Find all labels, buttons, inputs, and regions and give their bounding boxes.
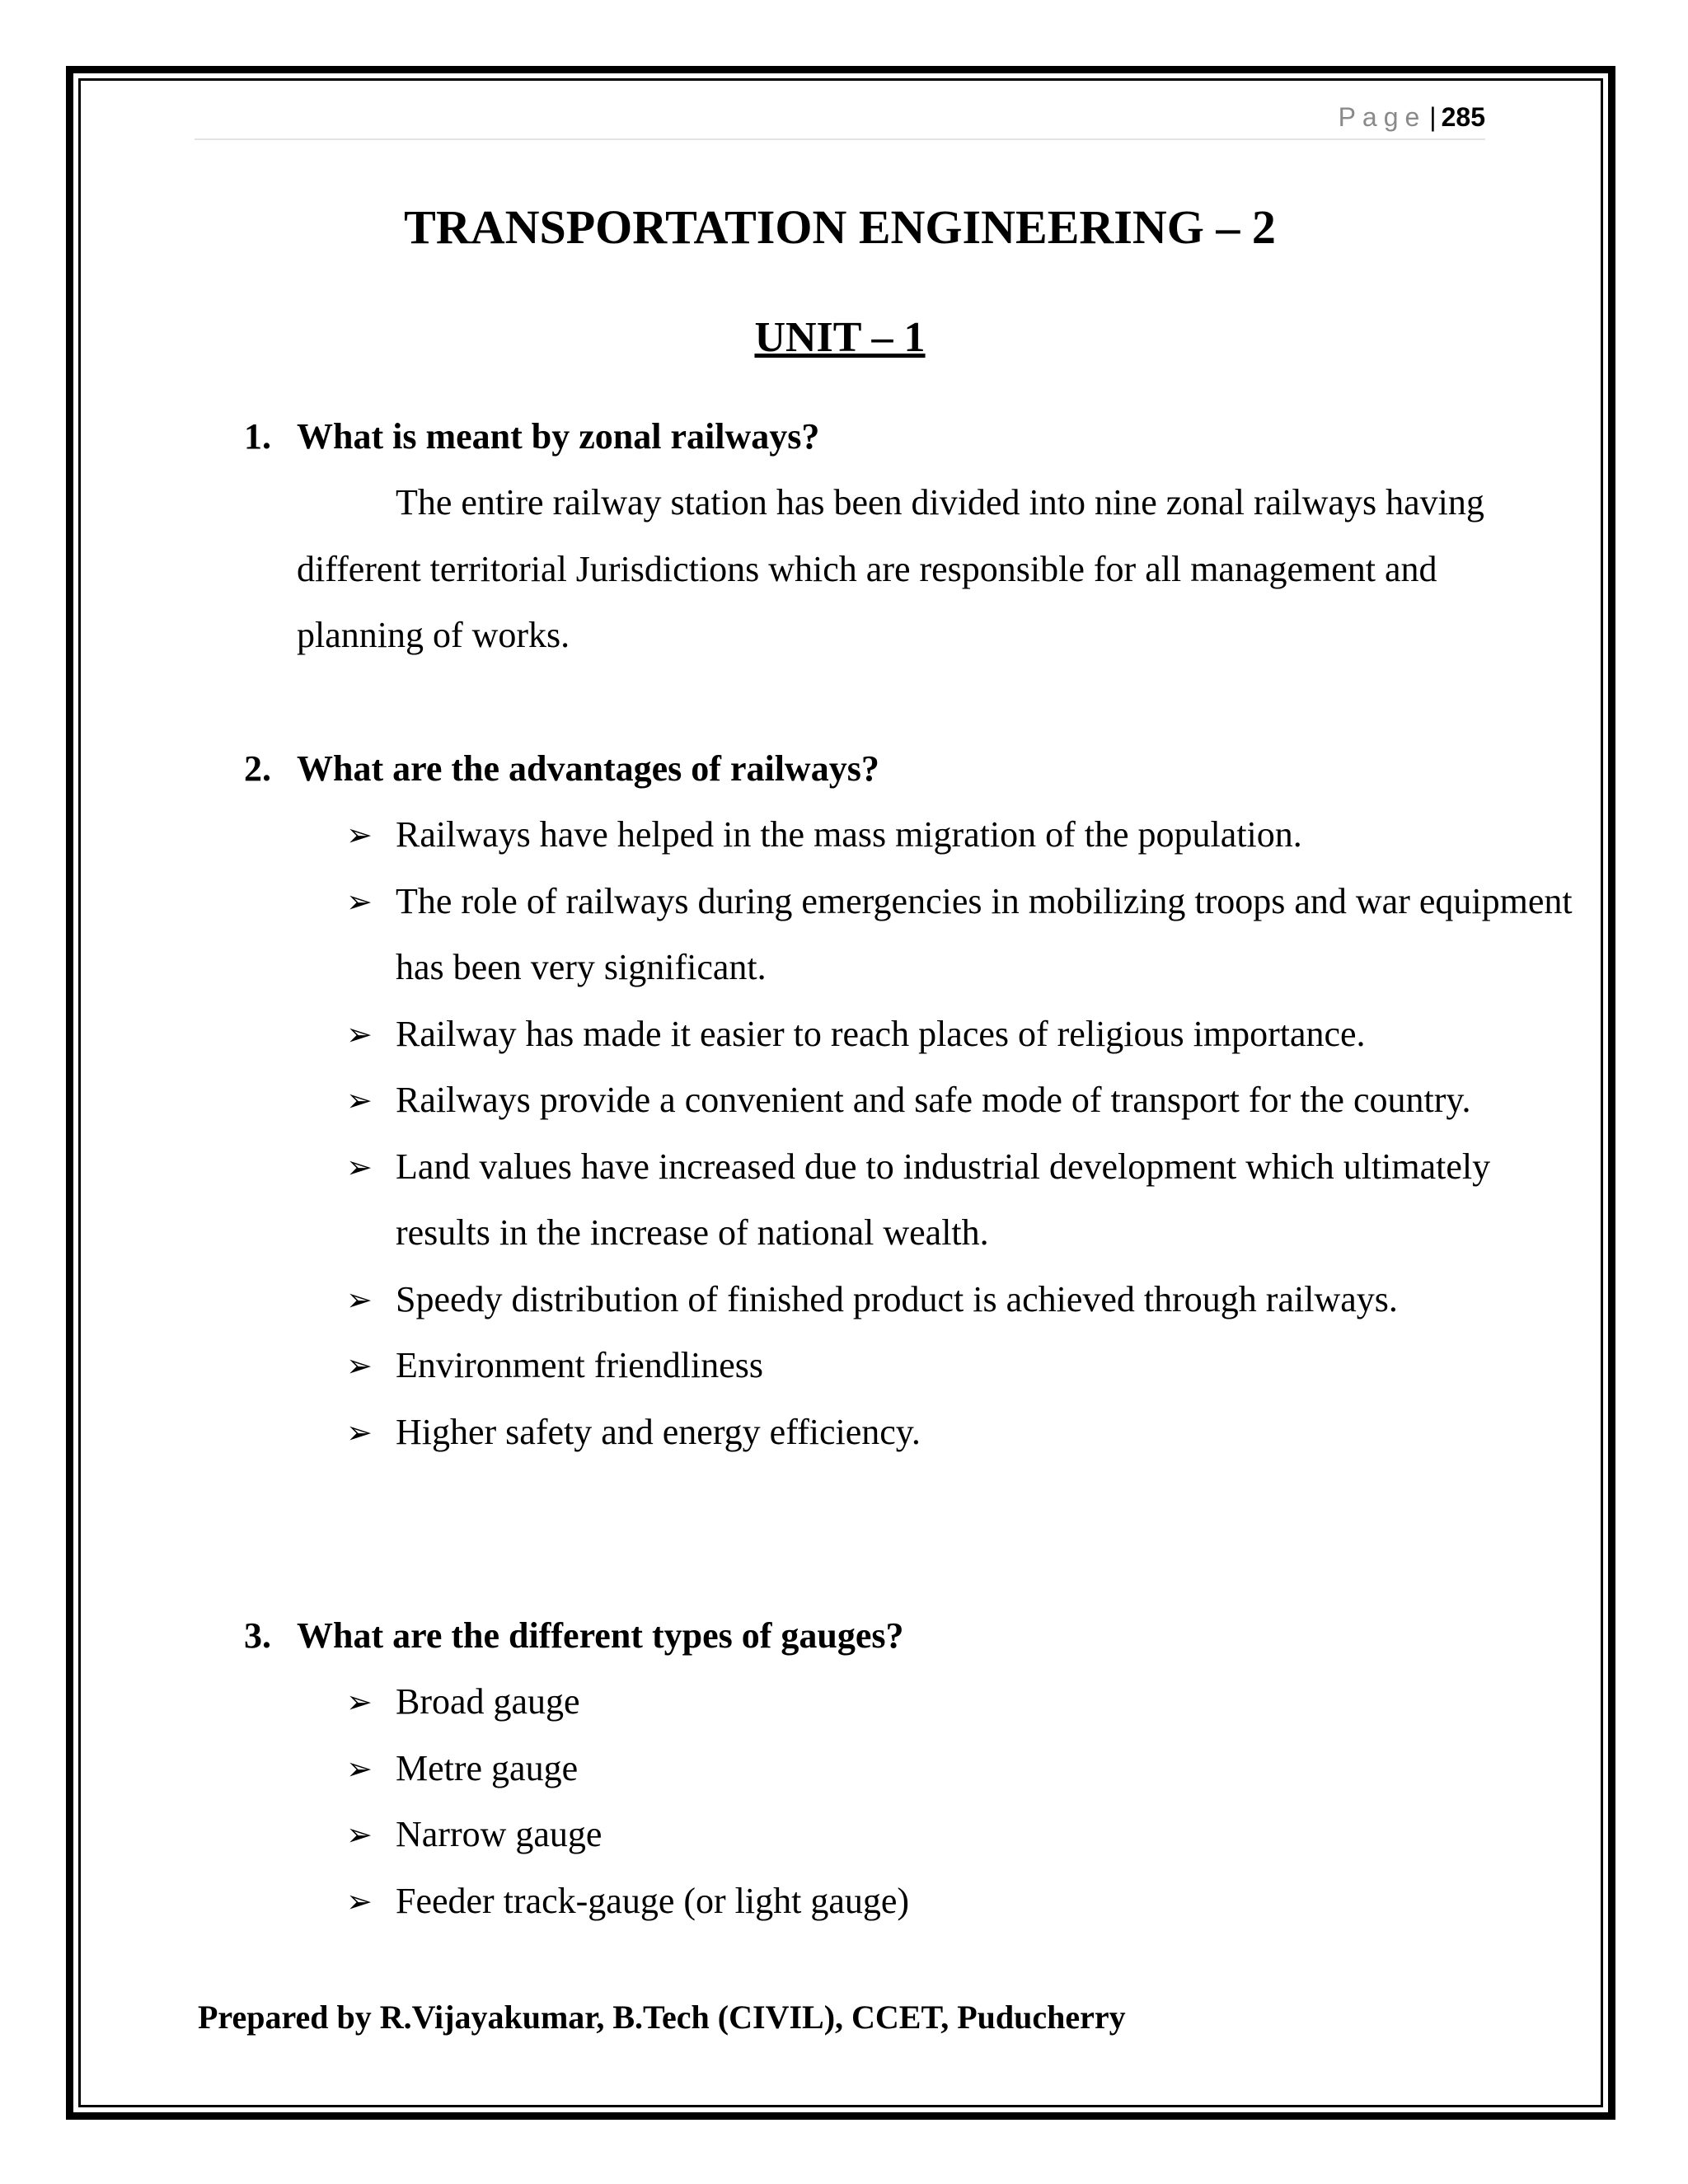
list-item xyxy=(244,869,1579,1001)
question-block-2 xyxy=(244,736,1573,1465)
arrowhead-bullet-icon: ➢ xyxy=(346,1148,373,1185)
list-item-text: Narrow gauge xyxy=(396,1814,603,1854)
list-item xyxy=(244,1802,1579,1868)
list-item-text: Higher safety and energy efficiency. xyxy=(396,1411,921,1452)
page-label: Page xyxy=(1338,102,1427,132)
list-item-text: Land values have increased due to industrial development which ultimately results in the increase of national wealth. xyxy=(396,1146,1491,1253)
arrowhead-bullet-icon: ➢ xyxy=(346,1347,373,1384)
list-item-text: Feeder track-gauge (or light gauge) xyxy=(396,1880,910,1921)
arrowhead-bullet-icon: ➢ xyxy=(346,1281,373,1318)
gauge-types-list xyxy=(244,1669,1563,1934)
list-item xyxy=(244,1001,1579,1068)
question-number: 3. xyxy=(244,1615,271,1656)
list-item-text: Railways have helped in the mass migration of the population. xyxy=(396,814,1302,855)
arrowhead-bullet-icon: ➢ xyxy=(346,1015,373,1052)
question-text: What are the different types of gauges? xyxy=(297,1615,904,1656)
question-heading xyxy=(244,736,1563,802)
question-heading xyxy=(244,404,1563,470)
question-number: 2. xyxy=(244,748,271,789)
list-item-text: Railways provide a convenient and safe mode of transport for the country. xyxy=(396,1080,1471,1120)
list-item-text: Railway has made it easier to reach places of religious importance. xyxy=(396,1013,1366,1054)
list-item xyxy=(244,1736,1579,1802)
arrowhead-bullet-icon: ➢ xyxy=(346,1684,373,1720)
list-item xyxy=(244,1868,1579,1935)
page-footer: Prepared by R.Vijayakumar, B.Tech (CIVIL), CCET, Puducherry xyxy=(198,1999,1126,2036)
answer-paragraph: The entire railway station has been divided into nine zonal railways having different territorial Jurisdictions which are responsible for all management and planning of works. xyxy=(297,482,1484,655)
list-item-text: The role of railways during emergencies in mobilizing troops and war equipment has been very significant. xyxy=(396,880,1573,987)
list-item xyxy=(244,802,1579,869)
list-item-text: Broad gauge xyxy=(396,1681,580,1722)
advantages-list xyxy=(244,802,1573,1465)
list-item-text: Speedy distribution of finished product is achieved through railways. xyxy=(396,1278,1398,1319)
list-item xyxy=(244,1399,1579,1466)
question-text: What are the advantages of railways? xyxy=(297,748,879,789)
arrowhead-bullet-icon: ➢ xyxy=(346,817,373,853)
question-heading xyxy=(244,1603,1563,1669)
arrowhead-bullet-icon: ➢ xyxy=(346,1816,373,1853)
page-separator: | xyxy=(1429,102,1437,132)
unit-title: UNIT – 1 xyxy=(754,314,926,361)
document-title: TRANSPORTATION ENGINEERING – 2 xyxy=(404,200,1276,254)
arrowhead-bullet-icon: ➢ xyxy=(346,1882,373,1919)
question-text: What is meant by zonal railways? xyxy=(297,416,820,457)
list-item xyxy=(244,1333,1579,1399)
list-item xyxy=(244,1267,1579,1333)
question-number: 1. xyxy=(244,416,271,457)
arrowhead-bullet-icon: ➢ xyxy=(346,1082,373,1118)
page-number: 285 xyxy=(1441,102,1485,132)
list-item-text: Metre gauge xyxy=(396,1747,579,1788)
list-item-text: Environment friendliness xyxy=(396,1345,764,1385)
page-header xyxy=(195,96,1485,140)
list-item xyxy=(244,1669,1579,1736)
list-item xyxy=(244,1134,1579,1267)
question-block-3 xyxy=(244,1603,1563,1934)
list-item xyxy=(244,1067,1579,1134)
arrowhead-bullet-icon: ➢ xyxy=(346,883,373,920)
arrowhead-bullet-icon: ➢ xyxy=(346,1750,373,1787)
arrowhead-bullet-icon: ➢ xyxy=(346,1413,373,1451)
question-block-1 xyxy=(244,404,1563,669)
